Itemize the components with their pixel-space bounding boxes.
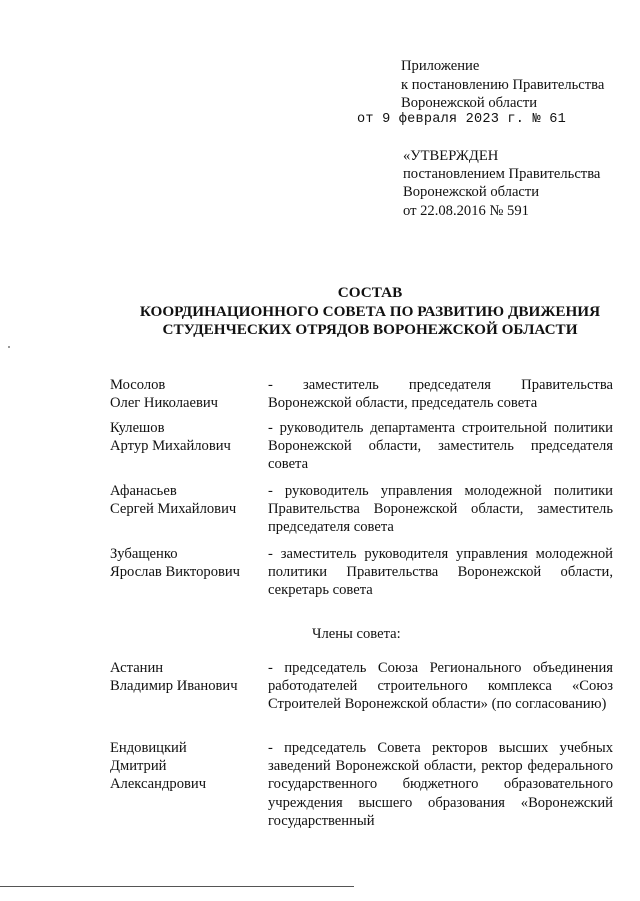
member-surname: Ендовицкий — [110, 740, 187, 756]
footer-rule — [0, 886, 354, 887]
member-surname: Афанасьев — [110, 483, 177, 499]
member-role: - заместитель руководителя управления молодежной политики Правительства Воронежской области, секретарь совета — [268, 546, 613, 599]
member-patronymic: Александрович — [110, 776, 207, 793]
approval-line-1: «УТВЕРЖДЕН — [403, 148, 499, 164]
member-given-name: Владимир Иванович — [110, 678, 238, 695]
member-given-name: Сергей Михайлович — [110, 501, 237, 518]
approval-line-2: постановлением Правительства — [403, 166, 601, 183]
council-member-row — [110, 739, 613, 830]
approval-line-4: от 22.08.2016 № 591 — [403, 202, 529, 219]
member-given-name: Олег Николаевич — [110, 395, 219, 412]
member-role: - руководитель управления молодежной политики Правительства Воронежской области, заместитель председателя совета — [268, 483, 613, 536]
approval-line-3: Воронежской области — [403, 184, 540, 201]
date-number-stamp: от 9 февраля 2023 г. № 61 — [357, 112, 566, 127]
member-row — [110, 419, 613, 474]
member-given-name: Дмитрий — [110, 758, 167, 775]
member-role: - председатель Союза Регионального объединения работодателей строительного комплекса «Союз Строителей Воронежской области» (по согласованию) — [268, 660, 613, 713]
member-role: - руководитель департамента строительной политики Воронежской области, заместитель председателя совета — [268, 420, 613, 473]
appendix-title: Приложение — [401, 58, 480, 74]
title-line-1: СОСТАВ — [337, 284, 403, 301]
member-name — [110, 419, 268, 474]
member-name — [110, 739, 268, 830]
title-line-3: СТУДЕНЧЕСКИХ ОТРЯДОВ ВОРОНЕЖСКОЙ ОБЛАСТИ — [162, 321, 578, 338]
approval-block — [403, 147, 600, 220]
scan-speck — [8, 346, 10, 348]
appendix-header — [401, 57, 604, 113]
member-role: - председатель Совета ректоров высших учебных заведений Воронежской области, ректор федерального государственного бюджетного образовательного учреждения высшего образования «Воронежский государственный — [268, 740, 613, 829]
member-surname: Зубащенко — [110, 546, 178, 562]
appendix-reference: к постановлению Правительства — [401, 76, 605, 93]
member-given-name: Ярослав Викторович — [110, 564, 241, 581]
council-members-heading: Члены совета: — [312, 626, 401, 642]
member-name — [110, 376, 268, 412]
member-name — [110, 545, 268, 600]
member-name — [110, 482, 268, 537]
member-role: - заместитель председателя Правительства Воронежской области, председатель совета — [268, 377, 613, 412]
member-surname: Мосолов — [110, 377, 166, 393]
member-given-name: Артур Михайлович — [110, 438, 231, 455]
member-row — [110, 545, 613, 600]
member-name — [110, 659, 268, 714]
document-title — [0, 284, 640, 340]
member-surname: Астанин — [110, 660, 164, 676]
appendix-region: Воронежской области — [401, 95, 538, 111]
title-line-2: КООРДИНАЦИОННОГО СОВЕТА ПО РАЗВИТИЮ ДВИЖЕНИЯ — [139, 302, 601, 320]
member-row — [110, 482, 613, 537]
council-member-row — [110, 659, 613, 714]
member-row — [110, 376, 613, 412]
member-surname: Кулешов — [110, 420, 165, 436]
